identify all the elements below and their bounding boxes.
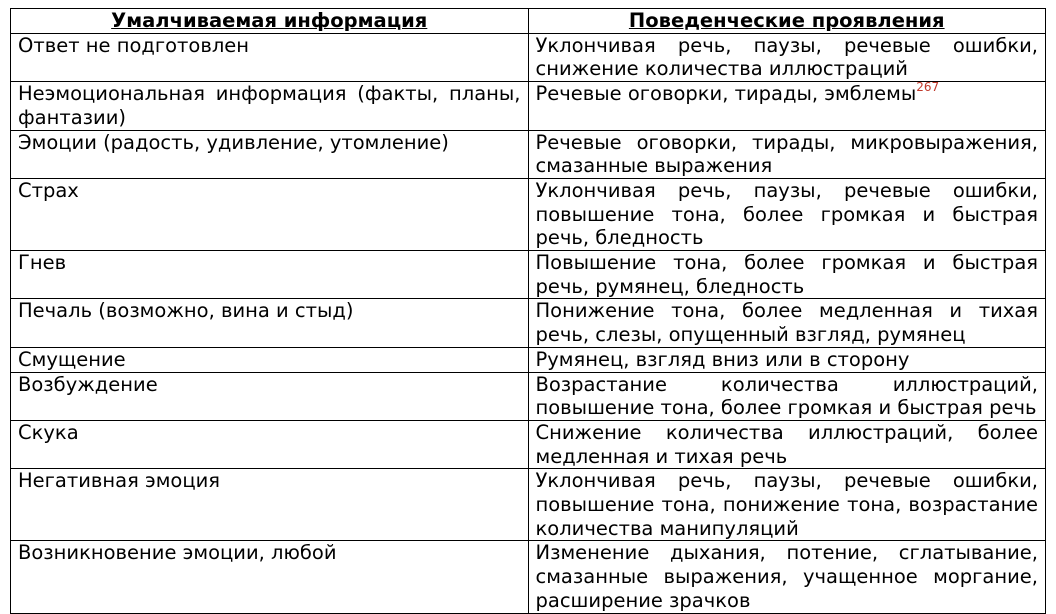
table-row bbox=[11, 541, 1046, 613]
behavior-text: Понижение тона, более медленная и тихая речь, слезы, опущенный взгляд, румянец bbox=[535, 299, 1038, 347]
header-concealed-info: Умалчиваемая информация bbox=[11, 9, 529, 34]
behavior-cell bbox=[528, 541, 1046, 613]
concealed-info-cell: Эмоции (радость, удивление, утомление) bbox=[11, 130, 529, 178]
concealed-info-cell: Смущение bbox=[11, 347, 529, 372]
behavior-text: Румянец, взгляд вниз или в сторону bbox=[535, 347, 910, 371]
behavior-text: Изменение дыхания, потение, сглатывание, смазанные выражения, учащенное моргание, расширение зрачков bbox=[535, 541, 1038, 612]
table-body bbox=[11, 33, 1046, 613]
behavior-cell bbox=[528, 347, 1046, 372]
behavior-cell bbox=[528, 82, 1046, 130]
behavior-text: Снижение количества иллюстраций, более медленная и тихая речь bbox=[535, 420, 1038, 468]
behavior-text: Речевые оговорки, тирады, микровыражения, смазанные выражения bbox=[535, 130, 1038, 178]
behavior-text: Уклончивая речь, паузы, речевые ошибки, снижение количества иллюстраций bbox=[535, 33, 1038, 81]
table-row bbox=[11, 372, 1046, 420]
footnote-reference[interactable]: 267 bbox=[916, 80, 940, 95]
concealed-info-cell: Страх bbox=[11, 178, 529, 250]
behavior-cell bbox=[528, 178, 1046, 250]
concealed-info-cell: Гнев bbox=[11, 251, 529, 299]
behavior-cell bbox=[528, 251, 1046, 299]
table-row bbox=[11, 299, 1046, 347]
table-row bbox=[11, 420, 1046, 468]
concealed-info-cell: Ответ не подготовлен bbox=[11, 33, 529, 81]
behavior-cell bbox=[528, 130, 1046, 178]
behavior-text: Уклончивая речь, паузы, речевые ошибки, повышение тона, понижение тона, возрастание количества манипуляций bbox=[535, 469, 1038, 540]
behavior-text: Повышение тона, более громкая и быстрая речь, румянец, бледность bbox=[535, 251, 1038, 298]
table-row bbox=[11, 251, 1046, 299]
behavior-text: Возрастание количества иллюстраций, повышение тона, более громкая и быстрая речь bbox=[535, 372, 1038, 420]
table-row bbox=[11, 82, 1046, 130]
table-row bbox=[11, 347, 1046, 372]
table-header-row bbox=[11, 9, 1046, 34]
behavior-cell bbox=[528, 420, 1046, 468]
behavior-cell bbox=[528, 469, 1046, 541]
concealed-info-cell: Скука bbox=[11, 420, 529, 468]
table-row bbox=[11, 469, 1046, 541]
table-row bbox=[11, 178, 1046, 250]
concealed-info-cell: Неэмоциональная информация (факты, планы, фантазии) bbox=[11, 82, 529, 130]
concealed-info-cell: Негативная эмоция bbox=[11, 469, 529, 541]
concealed-info-cell: Печаль (возможно, вина и стыд) bbox=[11, 299, 529, 347]
behavior-text: Уклончивая речь, паузы, речевые ошибки, повышение тона, более громкая и быстрая речь, бледность bbox=[535, 178, 1038, 250]
behavior-text: Речевые оговорки, тирады, эмблемы bbox=[535, 82, 917, 106]
behavior-cell bbox=[528, 299, 1046, 347]
behavior-cell bbox=[528, 33, 1046, 81]
concealed-info-cell: Возникновение эмоции, любой bbox=[11, 541, 529, 613]
behavior-cell bbox=[528, 372, 1046, 420]
table-row bbox=[11, 130, 1046, 178]
concealed-info-table bbox=[10, 8, 1046, 614]
header-behavior: Поведенческие проявления bbox=[528, 9, 1046, 34]
concealed-info-cell: Возбуждение bbox=[11, 372, 529, 420]
table-row bbox=[11, 33, 1046, 81]
